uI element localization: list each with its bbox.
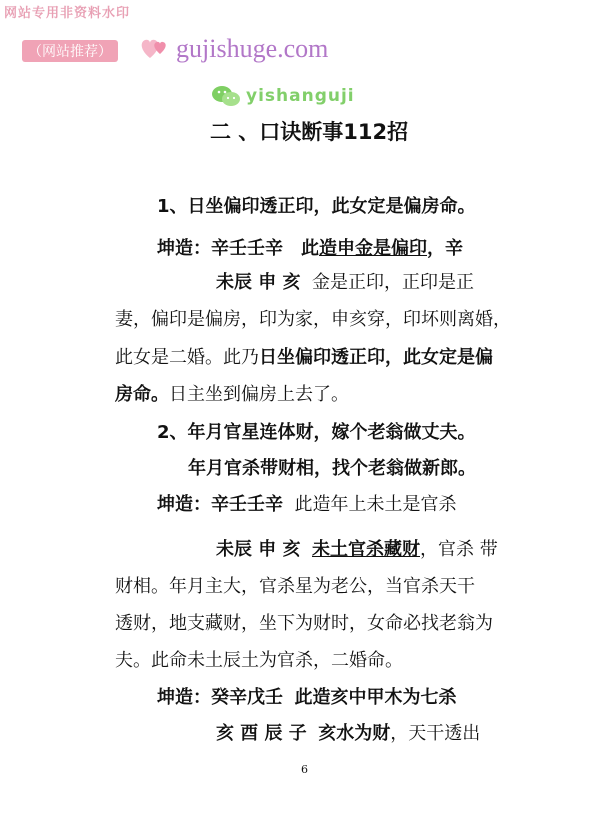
chart-branches: 未辰 申 亥 [216,272,301,293]
site-recommend-badge: （网站推荐） [22,40,118,62]
text-plain: 日主坐到偏房上去了。 [169,384,349,405]
rule-1-text-line-3 [115,380,349,406]
rule-2-text-line-2: 透财，地支藏财，坐下为财时，女命必找老翁为 [115,613,493,634]
chart-note-emphasis: 造申金是偏印 [319,238,427,259]
watermark-top-text: 网站专用非资料水印 [4,6,131,21]
rule-1-text-line-1: 妻，偏印是偏房，印为家，申亥穿，印坏则离婚， [115,309,511,330]
page-number: 6 [301,763,308,776]
chart-note-emphasis: 未土官杀藏财 [312,539,420,560]
wechat-account-name: yishanguji [246,86,355,106]
rule-1-text-line-2 [115,343,493,369]
text-emphasis: 日坐偏印透正印，此女定是偏 [259,347,493,368]
rule-2-heading: 2、年月官星连体财，嫁个老翁做丈夫。 [157,422,476,443]
chart-stems: 坤造：辛壬壬辛 此 [157,238,319,259]
wechat-icon [211,84,241,108]
rule-2-chart-line-1 [157,490,456,516]
chart-note-emphasis: 此造亥中甲木为七杀 [294,687,457,708]
rule-2-text-line-3: 夫。此命未土辰土为官杀，二婚命。 [115,650,403,671]
chart-note-tail: ，官杀 带 [420,539,498,560]
chart-note: 金是正印，正印是正 [312,272,474,293]
heart-icon [138,34,172,62]
site-domain: gujishuge.com [176,34,329,63]
chart-branches: 亥 酉 辰 子 [216,723,307,744]
text-emphasis: 房命。 [115,384,169,405]
chart-branches: 未辰 申 亥 [216,539,301,560]
chart-note-emphasis: 亥水为财 [318,723,391,744]
chart-stems: 坤造：辛壬壬辛 [157,494,283,515]
rule-3-chart-line-1 [157,683,456,709]
rule-2-subheading: 年月官杀带财相，找个老翁做新郎。 [188,458,476,479]
chart-stems: 坤造：癸辛戊壬 [157,687,283,708]
rule-3-chart-line-2 [216,719,480,745]
section-title: 二 、口诀断事112招 [210,120,409,144]
chart-note: 此造年上未土是官杀 [294,494,457,515]
text-plain: 此女是二婚。此乃 [115,347,259,368]
rule-2-chart-line-2 [216,535,498,561]
chart-note-tail: ，辛 [427,238,463,259]
rule-1-heading: 1、日坐偏印透正印，此女定是偏房命。 [157,196,476,217]
rule-2-text-line-1: 财相。年月主大，官杀星为老公，当官杀天干 [115,576,475,597]
rule-1-chart-line-1 [157,234,463,260]
chart-note-tail: ，天干透出 [390,723,481,744]
rule-1-chart-line-2 [216,268,474,294]
